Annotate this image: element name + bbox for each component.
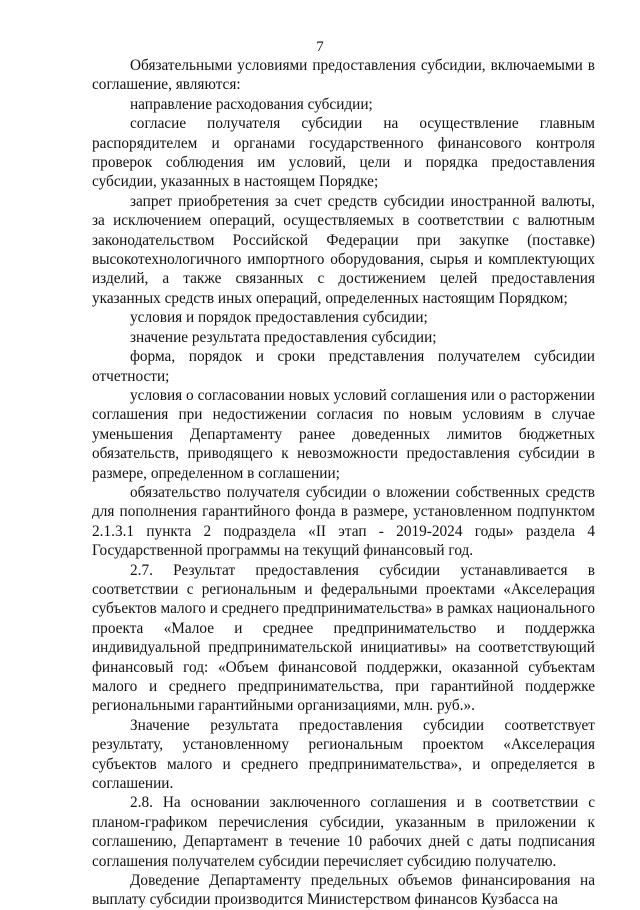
- page-number: 7: [316, 39, 324, 55]
- paragraph: согласие получателя субсидии на осуществление главным распорядителем и органами государственного финансового контроля проверок соблюдения им условий, цели и порядка предоставления субсидии, указанных в настоящем Порядке;: [92, 115, 595, 191]
- paragraph: условия о согласовании новых условий соглашения или о расторжении соглашения при недостижении согласия по новым условиям в случае уменьшения Департаменту ранее доведенных лимитов бюджетных обязательств, приводящего к невозможности предоставления субсидии в размере, определенном в соглашении;: [92, 386, 595, 482]
- section-2-7-paragraph: 2.7. Результат предоставления субсидии устанавливается в соответствии с региональным и федеральными проектами «Акселерация субъектов малого и среднего предпринимательства» в рамках национального проекта «Малое и среднее предпринимательство и поддержка индивидуальной предпринимательской инициативы» на соответствующий финансовый год: «Объем финансовой поддержки, оказанной субъектам малого и среднего предпринимательства, при гарантийной поддержке региональными гарантийными организациями, млн. руб.».: [92, 561, 595, 715]
- paragraph: Обязательными условиями предоставления субсидии, включаемыми в соглашение, являются:: [92, 57, 595, 94]
- paragraph: направление расходования субсидии;: [130, 95, 373, 113]
- paragraph: значение результата предоставления субсидии;: [130, 328, 437, 346]
- document-body: [92, 56, 595, 910]
- paragraph: условия и порядок предоставления субсидии;: [130, 309, 428, 327]
- paragraph: Значение результата предоставления субсидии соответствует результату, установленному региональным проектом «Акселерация субъектов малого и среднего предпринимательства», и определяется в соглашении.: [92, 716, 595, 793]
- paragraph: запрет приобретения за счет средств субсидии иностранной валюты, за исключением операций, осуществляемых в соответствии с валютным законодательством Российской Федерации при закупке (поставке) высокотехнологичного импортного оборудования, сырья и комплектующих изделий, а также связанных с достижением целей предоставления указанных средств иных операций, определенных настоящим Порядком;: [92, 192, 595, 307]
- section-2-8-paragraph: 2.8. На основании заключенного соглашения и в соответствии с планом-графиком перечисления субсидии, указанным в приложении к соглашению, Департамент в течение 10 рабочих дней с даты подписания соглашения получателем субсидии перечисляет субсидию получателю.: [92, 794, 595, 870]
- paragraph: Доведение Департаменту предельных объемов финансирования на выплату субсидии производится Министерством финансов Кузбасса на: [92, 872, 595, 909]
- paragraph: форма, порядок и сроки представления получателем субсидии отчетности;: [92, 348, 595, 385]
- paragraph: обязательство получателя субсидии о вложении собственных средств для пополнения гарантийного фонда в размере, установленном подпунктом 2.1.3.1 пункта 2 подраздела «II этап - 2019-2024 годы» раздела 4 Государственной программы на текущий финансовый год.: [92, 483, 595, 560]
